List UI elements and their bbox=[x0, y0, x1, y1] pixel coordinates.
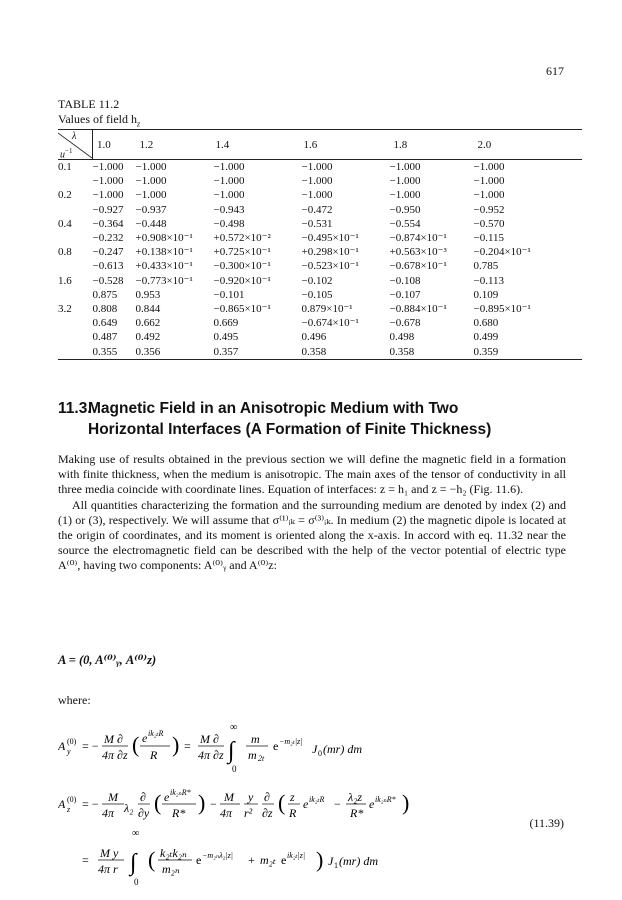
equation-block bbox=[58, 722, 498, 897]
svg-text:−m₂ₙλ₂|z|: −m₂ₙλ₂|z| bbox=[202, 851, 233, 860]
svg-text:R: R bbox=[289, 806, 297, 820]
svg-text:2t: 2t bbox=[258, 754, 265, 763]
svg-text:k₂ₜk₂ₙ: k₂ₜk₂ₙ bbox=[160, 846, 187, 860]
svg-text:y: y bbox=[248, 790, 254, 804]
u-inverse-label: $u^{-1}$ bbox=[60, 147, 73, 161]
table-cell: −1.000 bbox=[301, 161, 333, 174]
where-label: where: bbox=[58, 693, 91, 707]
svg-text:M: M bbox=[108, 790, 118, 804]
table-cell: −1.000 bbox=[135, 175, 167, 188]
table-cell: 0.358 bbox=[390, 344, 474, 359]
table-cell: 0.953 bbox=[135, 288, 161, 301]
svg-text:λ₂z: λ₂z bbox=[348, 790, 363, 804]
table-cell: −0.884×10⁻¹ bbox=[389, 302, 447, 315]
svg-text:4π: 4π bbox=[102, 806, 115, 820]
table-cell: −0.874×10⁻¹ bbox=[389, 232, 447, 245]
row-header-u: 0.4 bbox=[58, 217, 72, 230]
table-row bbox=[58, 174, 582, 188]
table-cell: 0.109 bbox=[473, 288, 499, 301]
table-cell: −0.920×10⁻¹ bbox=[213, 274, 271, 287]
svg-text:m: m bbox=[248, 748, 257, 762]
table-cell: −0.113 bbox=[473, 274, 505, 287]
table-row bbox=[58, 188, 582, 202]
column-header: 1.0 bbox=[93, 130, 136, 160]
svg-text:R: R bbox=[150, 748, 158, 762]
table-row bbox=[58, 245, 582, 259]
table-cell: 0.669 bbox=[213, 317, 239, 330]
svg-text:ik₂ₙR*: ik₂ₙR* bbox=[375, 795, 396, 804]
paragraph: Making use of results obtained in the previous section we will define the magnetic field in a formation with finite thickness, when the medium is anisotropic. The main axes of the tensor of conductivity in all three media coincide with coordinate lines. Equation of interfaces: z = h₁ and z = −h₂ (Fig. 11.6). bbox=[58, 452, 566, 497]
svg-text:r²: r² bbox=[244, 806, 253, 820]
column-header: 1.2 bbox=[136, 130, 214, 160]
svg-text:∫: ∫ bbox=[130, 850, 137, 876]
svg-text:J: J bbox=[328, 854, 334, 868]
table-cell: +0.563×10⁻³ bbox=[389, 246, 447, 259]
table-cell: 0.492 bbox=[135, 331, 161, 344]
svg-text:e: e bbox=[369, 797, 375, 811]
table-cell: 0.662 bbox=[135, 317, 161, 330]
table-cell: 0.356 bbox=[136, 344, 214, 359]
table-row bbox=[58, 259, 582, 273]
table-caption bbox=[58, 97, 140, 131]
table-cell: −0.773×10⁻¹ bbox=[135, 274, 193, 287]
column-header: 1.4 bbox=[214, 130, 302, 160]
table-cell: 0.844 bbox=[135, 302, 161, 315]
svg-text:4π ∂z: 4π ∂z bbox=[102, 748, 128, 762]
table-cell: 0.808 bbox=[92, 302, 118, 315]
row-header-u: 0.1 bbox=[58, 161, 72, 173]
table-cell: −1.000 bbox=[389, 161, 421, 174]
table-cell: −1.000 bbox=[135, 189, 167, 202]
table-cell: −0.300×10⁻¹ bbox=[213, 260, 271, 273]
table-cell: −1.000 bbox=[213, 189, 245, 202]
svg-text:m₂ₜ: m₂ₜ bbox=[260, 853, 276, 867]
table-cell: +0.908×10⁻¹ bbox=[135, 232, 193, 245]
table-cell: −0.570 bbox=[473, 217, 505, 230]
svg-text:4π ∂z: 4π ∂z bbox=[198, 748, 224, 762]
table-cell: −0.937 bbox=[135, 203, 167, 216]
table-cell: −0.678×10⁻¹ bbox=[389, 260, 447, 273]
svg-text:M ∂: M ∂ bbox=[104, 732, 123, 746]
table-cell: −0.102 bbox=[301, 274, 333, 287]
table-row bbox=[58, 302, 582, 316]
svg-text:∂: ∂ bbox=[140, 790, 146, 804]
table-cell: −1.000 bbox=[473, 175, 505, 188]
svg-text:A: A bbox=[58, 739, 66, 753]
svg-text:(: ( bbox=[278, 790, 286, 815]
svg-text:): ) bbox=[198, 790, 206, 815]
svg-text:M ∂: M ∂ bbox=[200, 732, 219, 746]
svg-text:A: A bbox=[58, 797, 66, 811]
values-table-container bbox=[58, 129, 582, 360]
table-row bbox=[58, 344, 582, 359]
svg-text:): ) bbox=[402, 790, 410, 815]
table-row bbox=[58, 231, 582, 245]
lambda-label: λ bbox=[72, 131, 77, 142]
column-header: 1.6 bbox=[302, 130, 390, 160]
svg-text:∂z: ∂z bbox=[262, 806, 273, 820]
svg-text:m: m bbox=[251, 732, 260, 746]
svg-text:∂: ∂ bbox=[264, 790, 270, 804]
table-cell: −0.105 bbox=[301, 288, 333, 301]
svg-text:∞: ∞ bbox=[132, 828, 140, 839]
table-cell: −0.448 bbox=[135, 217, 167, 230]
table-cell: 0.355 bbox=[93, 344, 136, 359]
row-header-u: 3.2 bbox=[58, 302, 72, 315]
svg-text:z: z bbox=[67, 805, 71, 814]
table-cell: +0.433×10⁻¹ bbox=[135, 260, 193, 273]
table-cell: −0.927 bbox=[92, 203, 124, 216]
svg-text:e: e bbox=[164, 790, 170, 804]
table-cell: −1.000 bbox=[473, 161, 505, 174]
svg-text:(: ( bbox=[154, 790, 162, 815]
table-cell: −1.000 bbox=[301, 189, 333, 202]
table-cell: −0.895×10⁻¹ bbox=[473, 302, 531, 315]
table-cell: 0.649 bbox=[92, 317, 118, 330]
table-row bbox=[58, 330, 582, 344]
svg-text:R*: R* bbox=[172, 806, 186, 820]
row-header-u: 0.8 bbox=[58, 246, 72, 259]
section-title-line-2: Horizontal Interfaces (A Formation of Finite Thickness) bbox=[88, 421, 492, 438]
row-header-u: 1.6 bbox=[58, 274, 72, 287]
row-header-u bbox=[58, 316, 93, 330]
table-cell: 0.498 bbox=[389, 331, 415, 344]
svg-text:(: ( bbox=[132, 732, 140, 757]
values-table bbox=[58, 129, 582, 360]
column-header: 2.0 bbox=[474, 130, 583, 160]
table-cell: 0.680 bbox=[473, 317, 499, 330]
svg-text:4π r: 4π r bbox=[98, 862, 118, 876]
row-header-u bbox=[58, 231, 93, 245]
table-cell: −0.495×10⁻¹ bbox=[301, 232, 359, 245]
table-cell: −0.952 bbox=[473, 203, 505, 216]
svg-text:∂y: ∂y bbox=[138, 806, 150, 820]
table-row bbox=[58, 288, 582, 302]
table-cell: −1.000 bbox=[92, 161, 124, 174]
svg-text:0: 0 bbox=[232, 764, 237, 774]
svg-text:=: = bbox=[82, 853, 89, 867]
paragraph: All quantities characterizing the formation and the surrounding medium are denoted by index (2) and (1) or (3), respectively. We will assume that σ⁽¹⁾ᵢₖ = σ⁽³⁾ᵢₖ. In medium (2) the magnetic dipole is located at the origin of coordinates, and its moment is oriented along the x-axis. In accord with eq. 11.32 near the source the electromagnetic field can be described with the help of the vector potential of electric type A⁽⁰⁾, having two components: A⁽⁰⁾ᵧ and A⁽⁰⁾z: bbox=[58, 497, 566, 573]
table-cell: −0.364 bbox=[92, 217, 124, 230]
table-cell: −1.000 bbox=[92, 175, 124, 188]
table-cell: −1.000 bbox=[389, 189, 421, 202]
table-cell: −0.865×10⁻¹ bbox=[213, 302, 271, 315]
section-heading bbox=[58, 398, 558, 440]
table-cell: +0.725×10⁻¹ bbox=[213, 246, 271, 259]
row-header-u bbox=[58, 259, 93, 273]
table-cell: 0.496 bbox=[301, 331, 327, 344]
svg-text:M y: M y bbox=[100, 846, 119, 860]
row-header-u bbox=[58, 344, 93, 359]
svg-text:= −: = − bbox=[82, 739, 99, 753]
row-header-u: 0.2 bbox=[58, 189, 72, 202]
table-cell: −0.613 bbox=[92, 260, 124, 273]
table-cell: 0.359 bbox=[474, 344, 583, 359]
svg-text:∫: ∫ bbox=[228, 738, 235, 764]
table-cell: 0.875 bbox=[92, 288, 118, 301]
svg-text:(mr) dm: (mr) dm bbox=[323, 742, 362, 756]
table-subtitle: Values of field $h_z$ bbox=[58, 112, 141, 129]
svg-text:0: 0 bbox=[134, 877, 139, 887]
column-header: 1.8 bbox=[390, 130, 474, 160]
svg-text:4π: 4π bbox=[220, 806, 233, 820]
table-cell: 0.785 bbox=[473, 260, 499, 273]
svg-text:(: ( bbox=[148, 847, 156, 872]
body-text bbox=[58, 452, 566, 574]
svg-text:e: e bbox=[196, 853, 202, 867]
table-cell: 0.358 bbox=[302, 344, 390, 359]
table-cell: 0.499 bbox=[473, 331, 499, 344]
row-header-u bbox=[58, 203, 93, 217]
table-cell: −0.232 bbox=[92, 232, 124, 245]
svg-text:−: − bbox=[210, 797, 217, 811]
table-cell: −0.108 bbox=[389, 274, 421, 287]
table-cell: −0.523×10⁻¹ bbox=[301, 260, 359, 273]
svg-text:∞: ∞ bbox=[230, 722, 238, 733]
svg-text:e: e bbox=[303, 797, 309, 811]
svg-text:=: = bbox=[184, 739, 191, 753]
table-cell: −0.531 bbox=[301, 217, 333, 230]
table-cell: −1.000 bbox=[213, 175, 245, 188]
table-cell: −1.000 bbox=[389, 175, 421, 188]
table-cell: −1.000 bbox=[213, 161, 245, 174]
table-cell: −0.498 bbox=[213, 217, 245, 230]
svg-text:e: e bbox=[142, 731, 148, 745]
table-row bbox=[58, 316, 582, 330]
row-header-u bbox=[58, 330, 93, 344]
equation-vector-potential: A = (0, A⁽⁰⁾ᵧ, A⁽⁰⁾z) bbox=[58, 653, 157, 667]
table-cell: +0.298×10⁻¹ bbox=[301, 246, 359, 259]
table-body bbox=[58, 160, 582, 360]
table-cell: 0.487 bbox=[92, 331, 118, 344]
svg-text:= −: = − bbox=[82, 797, 99, 811]
table-cell: −0.204×10⁻¹ bbox=[473, 246, 531, 259]
svg-text:M: M bbox=[224, 790, 234, 804]
equation-number: (11.39) bbox=[529, 816, 564, 830]
table-cell: −0.950 bbox=[389, 203, 421, 216]
svg-text:(mr) dm: (mr) dm bbox=[339, 854, 378, 868]
table-title: TABLE 11.2 bbox=[58, 97, 120, 111]
svg-text:ik₂ₜR: ik₂ₜR bbox=[148, 729, 164, 738]
table-cell: −0.472 bbox=[301, 203, 333, 216]
table-cell: −0.528 bbox=[92, 274, 124, 287]
svg-text:λ₂: λ₂ bbox=[124, 801, 134, 815]
table-cell: −0.674×10⁻¹ bbox=[301, 317, 359, 330]
svg-text:+: + bbox=[248, 853, 255, 867]
svg-text:1: 1 bbox=[334, 861, 338, 870]
row-header-u bbox=[58, 288, 93, 302]
svg-text:ik₂ₜ|z|: ik₂ₜ|z| bbox=[287, 851, 306, 860]
table-cell: 0.495 bbox=[213, 331, 239, 344]
table-cell: 0.357 bbox=[214, 344, 302, 359]
table-row bbox=[58, 274, 582, 288]
svg-text:−m₂ₜ|z|: −m₂ₜ|z| bbox=[279, 737, 303, 746]
table-cell: −1.000 bbox=[135, 161, 167, 174]
table-cell: +0.572×10⁻² bbox=[213, 232, 271, 245]
table-row bbox=[58, 160, 582, 175]
svg-text:): ) bbox=[316, 847, 324, 872]
table-cell: 0.879×10⁻¹ bbox=[301, 302, 353, 315]
table-corner-cell bbox=[58, 130, 93, 160]
svg-text:y: y bbox=[67, 747, 71, 756]
table-cell: −0.678 bbox=[389, 317, 421, 330]
table-cell: −0.101 bbox=[213, 288, 245, 301]
svg-text:ik₂ₙR*: ik₂ₙR* bbox=[170, 788, 191, 797]
svg-text:e: e bbox=[273, 739, 279, 753]
svg-text:(0): (0) bbox=[67, 737, 77, 746]
svg-text:J: J bbox=[312, 742, 318, 756]
svg-text:m₂ₙ: m₂ₙ bbox=[162, 862, 180, 876]
svg-text:z: z bbox=[290, 790, 295, 804]
table-cell: −1.000 bbox=[473, 189, 505, 202]
table-row bbox=[58, 217, 582, 231]
svg-text:0: 0 bbox=[318, 749, 322, 758]
svg-text:(0): (0) bbox=[67, 795, 77, 804]
table-row bbox=[58, 203, 582, 217]
table-cell: −0.943 bbox=[213, 203, 245, 216]
table-cell: −1.000 bbox=[301, 175, 333, 188]
row-header-u bbox=[58, 174, 93, 188]
table-cell: −0.115 bbox=[473, 232, 505, 245]
svg-text:e: e bbox=[281, 853, 287, 867]
table-cell: −0.554 bbox=[389, 217, 421, 230]
svg-text:R*: R* bbox=[350, 806, 364, 820]
table-cell: −1.000 bbox=[92, 189, 124, 202]
table-cell: −0.247 bbox=[92, 246, 124, 259]
svg-text:ik₂ₜR: ik₂ₜR bbox=[309, 795, 325, 804]
svg-text:−: − bbox=[334, 797, 341, 811]
section-title-line-1: Magnetic Field in an Anisotropic Medium with Two bbox=[88, 400, 459, 417]
table-header-row bbox=[58, 130, 582, 160]
page-number: 617 bbox=[546, 64, 564, 78]
section-number: 11.3. bbox=[58, 400, 92, 417]
table-cell: −0.107 bbox=[389, 288, 421, 301]
table-cell: +0.138×10⁻¹ bbox=[135, 246, 193, 259]
svg-text:): ) bbox=[172, 732, 180, 757]
